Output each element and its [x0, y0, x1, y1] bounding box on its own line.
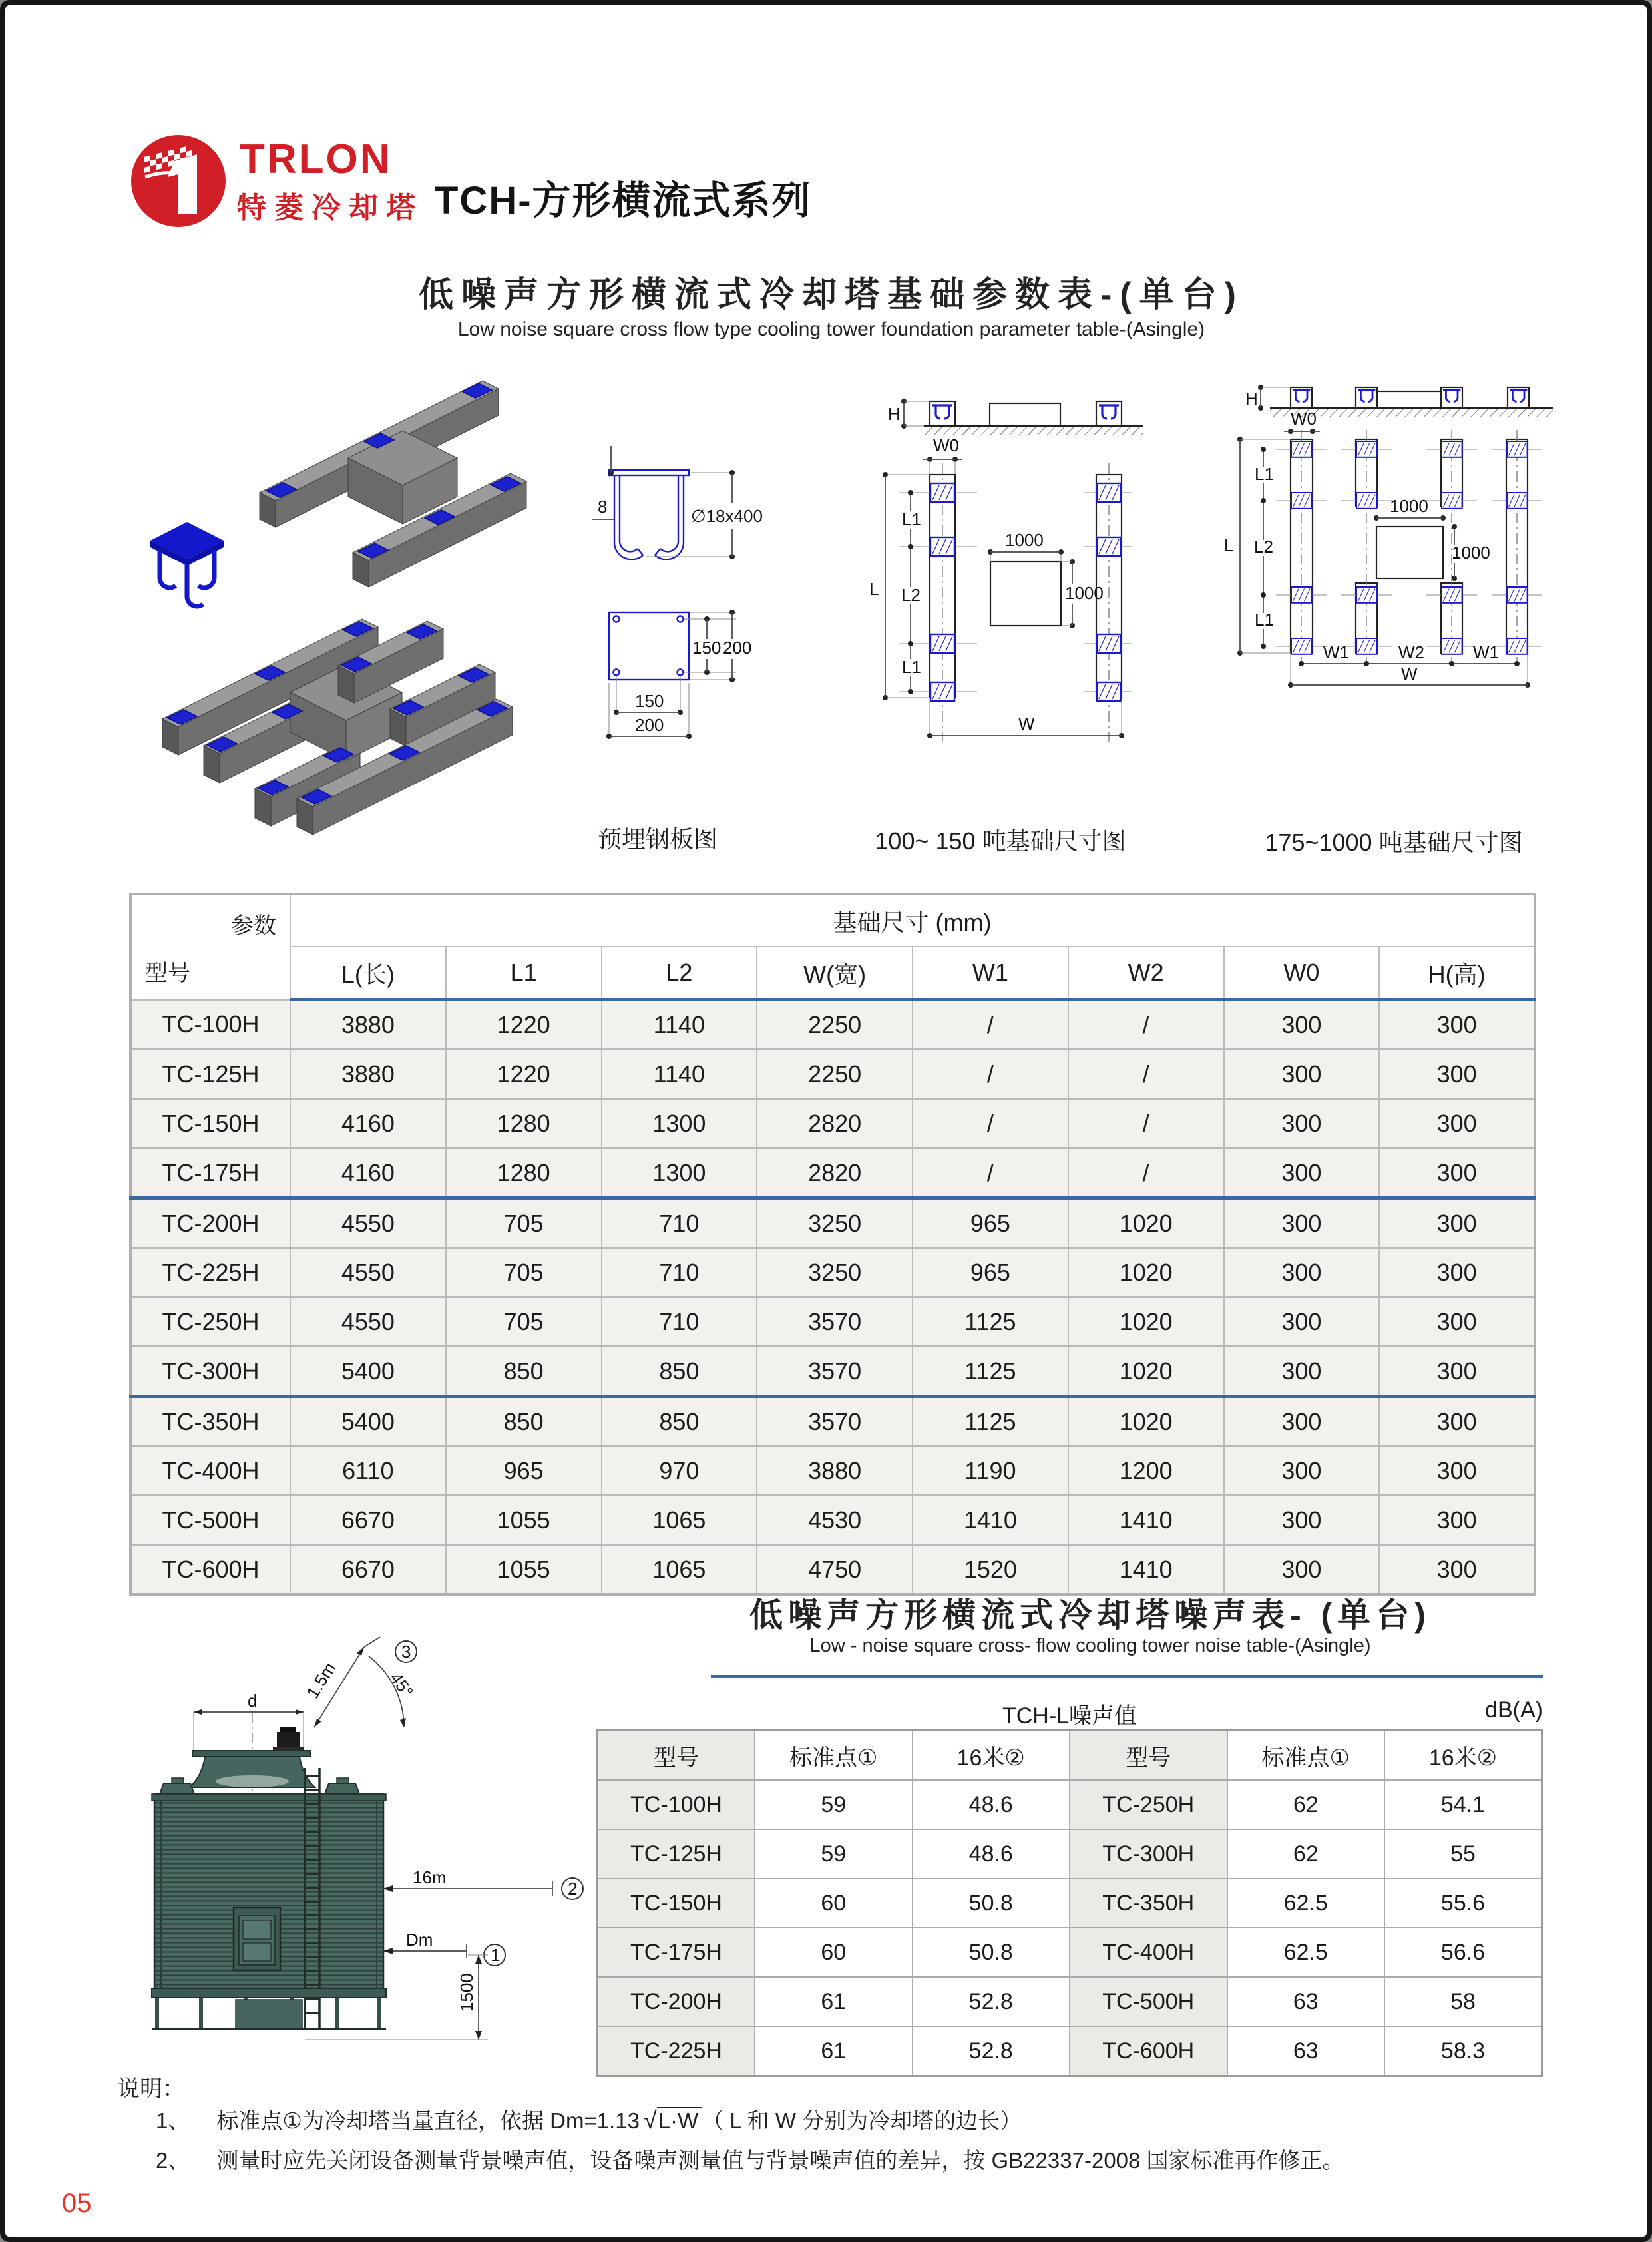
table-row: [130, 1347, 1535, 1397]
table-header-row: [130, 894, 1535, 947]
cell-model: TC-600H: [130, 1545, 290, 1595]
col-header: 型号: [598, 1731, 755, 1781]
table-row: [598, 1928, 1542, 1977]
point-1-label: 1: [491, 1945, 501, 1965]
cell-value: 300: [1379, 1000, 1535, 1050]
dim-label-l1: L1: [902, 509, 921, 529]
dim-label-l1: L1: [1255, 610, 1274, 630]
dim-label-1000: 1000: [1390, 496, 1428, 516]
cell-value: /: [913, 1099, 1068, 1148]
dim-label-w1: W1: [1473, 642, 1499, 662]
dim-label-l: L: [1224, 535, 1234, 555]
cell-value: /: [1068, 1148, 1224, 1198]
steel-plate-diagram: [591, 411, 857, 784]
cell-value: 59: [755, 1829, 913, 1879]
table-row: [130, 1297, 1535, 1347]
cell-value: 1410: [1068, 1496, 1224, 1545]
cell-value: 300: [1224, 1198, 1380, 1248]
cell-value: 3570: [757, 1397, 913, 1447]
dim-label-16m: 16m: [413, 1867, 447, 1887]
anchor-plate-icon: [150, 522, 224, 606]
cell-value: 300: [1224, 1000, 1380, 1050]
cell-value: 60: [755, 1879, 913, 1928]
cell-value: 1520: [913, 1545, 1068, 1595]
cell-value: 2820: [757, 1099, 913, 1148]
cell-value: 4550: [290, 1198, 446, 1248]
cell-model: TC-300H: [130, 1347, 290, 1397]
note-number: 1、: [156, 2108, 190, 2133]
dim-label-1500: 1500: [457, 1973, 477, 2012]
cell-value: 6670: [290, 1496, 446, 1545]
cell-model: TC-250H: [130, 1297, 290, 1347]
dim-label-h: H: [888, 404, 901, 424]
table-row: [130, 1545, 1535, 1595]
dim-label-1000: 1000: [1005, 530, 1044, 550]
col-header: 16米②: [1384, 1731, 1542, 1781]
group-header: 基础尺寸 (mm): [290, 894, 1535, 947]
cell-value: 2250: [757, 1000, 913, 1050]
cell-value: 63: [1227, 1977, 1385, 2026]
cell-value: 55.6: [1384, 1879, 1542, 1928]
table-row: [598, 2026, 1542, 2076]
cell-value: 2250: [757, 1050, 913, 1099]
cell-value: 1125: [913, 1297, 1068, 1347]
section2-title: 低噪声方形横流式冷却塔噪声表- (单台): [749, 1596, 1431, 1634]
cell-model: TC-200H: [598, 1977, 755, 2026]
dim-label-w0: W0: [933, 435, 959, 455]
cell-value: 3880: [290, 1000, 446, 1050]
dim-label-h: H: [1245, 389, 1258, 409]
dim-label-d: d: [248, 1691, 258, 1711]
note-item-1: [156, 2104, 1022, 2135]
cell-value: 3570: [757, 1347, 913, 1397]
cell-value: 300: [1379, 1545, 1535, 1595]
cell-value: 54.1: [1384, 1780, 1542, 1829]
cell-value: 1220: [446, 1000, 602, 1050]
col-header: L1: [446, 947, 602, 1000]
cell-model: TC-175H: [130, 1148, 290, 1198]
cell-value: 1190: [913, 1447, 1068, 1496]
table-row: [130, 1099, 1535, 1148]
dim-label-l: L: [869, 579, 879, 599]
noise-table-body: [598, 1780, 1542, 2076]
cell-value: 1280: [446, 1148, 602, 1198]
cell-value: 4550: [290, 1297, 446, 1347]
noise-unit-label: dB(A): [1485, 1697, 1543, 1723]
point-3-label: 3: [401, 1642, 411, 1662]
cell-value: 58: [1384, 1977, 1542, 2026]
cell-value: 1020: [1068, 1347, 1224, 1397]
cell-value: 705: [446, 1248, 602, 1297]
cell-value: 4750: [757, 1545, 913, 1595]
caption-100-150: 100~ 150 吨基础尺寸图: [875, 827, 1126, 855]
col-header: L(长): [290, 947, 446, 1000]
dim-label-w0: W0: [1291, 409, 1317, 429]
cell-value: 1410: [1068, 1545, 1224, 1595]
foundation-100-150-diagram: [857, 370, 1200, 836]
cell-value: 850: [446, 1347, 602, 1397]
col-header: L2: [602, 947, 757, 1000]
cell-value: 300: [1379, 1248, 1535, 1297]
cell-value: 1065: [602, 1545, 757, 1595]
cell-value: 61: [755, 2026, 913, 2076]
cell-value: 3250: [757, 1248, 913, 1297]
dim-label-w: W: [1018, 714, 1035, 734]
col-header: 16米②: [913, 1731, 1070, 1781]
isometric-foundation-diagram: [118, 373, 584, 839]
cell-model: TC-150H: [130, 1099, 290, 1148]
col-header: 标准点①: [755, 1731, 913, 1781]
cell-model: TC-225H: [130, 1248, 290, 1297]
cell-value: /: [1068, 1000, 1224, 1050]
cell-value: 300: [1224, 1447, 1380, 1496]
table-row: [130, 1397, 1535, 1447]
cell-model: TC-400H: [130, 1447, 290, 1496]
note-text: （ L 和 W 分别为冷却塔的边长）: [702, 2108, 1022, 2133]
cell-value: 1300: [602, 1148, 757, 1198]
cell-value: 1300: [602, 1099, 757, 1148]
cell-value: 965: [913, 1198, 1068, 1248]
table-row: [130, 1198, 1535, 1248]
cell-value: 710: [602, 1198, 757, 1248]
dim-label-200: 200: [723, 638, 752, 658]
cell-value: 1200: [1068, 1447, 1224, 1496]
cell-value: 300: [1224, 1099, 1380, 1148]
cell-value: 965: [913, 1248, 1068, 1297]
section1-subtitle: Low noise square cross flow type cooling tower foundation parameter table-(Asingle): [457, 318, 1205, 340]
cell-value: 300: [1379, 1347, 1535, 1397]
dim-label-1000: 1000: [1065, 583, 1104, 603]
cell-value: 3880: [290, 1050, 446, 1099]
foundation-175-1000-diagram: [1207, 370, 1559, 836]
col-header: W(宽): [757, 947, 913, 1000]
cell-value: 50.8: [913, 1879, 1070, 1928]
table-row: [598, 1977, 1542, 2026]
cell-value: 1065: [602, 1496, 757, 1545]
cell-value: 62: [1227, 1829, 1385, 1879]
table-row: [130, 1050, 1535, 1099]
cell-value: 300: [1224, 1545, 1380, 1595]
cell-value: 55: [1384, 1829, 1542, 1879]
table-row: [130, 1248, 1535, 1297]
cell-model: TC-350H: [130, 1397, 290, 1447]
cooling-tower-diagram: [105, 1590, 584, 2056]
cell-model: TC-150H: [598, 1879, 755, 1928]
cell-value: 1125: [913, 1347, 1068, 1397]
cell-value: 1020: [1068, 1297, 1224, 1347]
cell-value: 300: [1224, 1397, 1380, 1447]
note-text: 标准点①为冷却塔当量直径，依据 Dm=1.13: [216, 2108, 640, 2133]
dim-label-200: 200: [635, 715, 664, 735]
cell-model: TC-100H: [598, 1780, 755, 1829]
cell-value: 300: [1379, 1198, 1535, 1248]
dim-label-l2: L2: [901, 585, 921, 605]
table-row: [598, 1829, 1542, 1879]
table-row: [130, 1447, 1535, 1496]
cell-value: 1125: [913, 1397, 1068, 1447]
cell-value: 850: [446, 1397, 602, 1447]
dim-label-8: 8: [598, 497, 608, 517]
dim-label-1-5m: 1.5m: [302, 1658, 340, 1702]
cell-value: 48.6: [913, 1829, 1070, 1879]
col-header: W2: [1068, 947, 1224, 1000]
cell-value: 300: [1379, 1050, 1535, 1099]
corner-label-model: 型号: [145, 960, 190, 986]
cell-model: TC-250H: [1070, 1780, 1227, 1829]
cell-value: /: [913, 1000, 1068, 1050]
cell-value: 2820: [757, 1148, 913, 1198]
section2-divider: [711, 1675, 1543, 1678]
cell-value: 710: [602, 1248, 757, 1297]
cell-value: 1140: [602, 1050, 757, 1099]
cell-model: TC-125H: [598, 1829, 755, 1879]
dim-label-w1: W1: [1323, 642, 1349, 662]
corner-cell: [130, 894, 290, 1000]
cell-value: 300: [1224, 1050, 1380, 1099]
note-text: 测量时应先关闭设备测量背景噪声值，设备噪声测量值与背景噪声值的差异，按 GB22337-2008 国家标准再作修正。: [216, 2148, 1344, 2173]
cell-value: /: [1068, 1050, 1224, 1099]
brand-logo: [130, 133, 230, 232]
cell-model: TC-300H: [1070, 1829, 1227, 1879]
foundation-table-body: [130, 1000, 1535, 1595]
cell-value: 5400: [290, 1397, 446, 1447]
corner-label-param: 参数: [231, 913, 276, 939]
col-header: W0: [1224, 947, 1380, 1000]
cell-value: 4550: [290, 1248, 446, 1297]
table-row: [598, 1879, 1542, 1928]
col-header: W1: [913, 947, 1068, 1000]
cell-value: 300: [1224, 1496, 1380, 1545]
page-number: 05: [62, 2189, 92, 2218]
brand-name: TRLON: [240, 136, 392, 182]
dim-label-150: 150: [692, 638, 722, 658]
cell-value: 300: [1379, 1397, 1535, 1447]
cell-value: 1140: [602, 1000, 757, 1050]
cell-value: 1055: [446, 1496, 602, 1545]
notes-heading: 说明：: [117, 2076, 185, 2102]
dim-label-dm: Dm: [406, 1930, 433, 1950]
cell-value: 300: [1379, 1297, 1535, 1347]
cell-value: 1020: [1068, 1248, 1224, 1297]
dim-label-l2: L2: [1254, 537, 1273, 557]
note-item-2: [156, 2143, 1344, 2175]
cell-value: /: [913, 1050, 1068, 1099]
section2-subtitle: Low - noise square cross- flow cooling tower noise table-(Asingle): [809, 1635, 1371, 1656]
dim-label-w2: W2: [1398, 642, 1424, 662]
brand-name-cn: 特菱冷却塔: [237, 192, 423, 224]
cell-value: 60: [755, 1928, 913, 1977]
cell-model: TC-100H: [130, 1000, 290, 1050]
cell-value: 3880: [757, 1447, 913, 1496]
cell-model: TC-400H: [1070, 1928, 1227, 1977]
noise-header-row: [598, 1731, 1542, 1781]
sqrt-radicand: L·W: [657, 2107, 702, 2133]
point-2-label: 2: [568, 1879, 578, 1899]
cell-value: 62.5: [1227, 1879, 1385, 1928]
cell-value: 970: [602, 1447, 757, 1496]
cell-value: 56.6: [1384, 1928, 1542, 1977]
cell-value: 300: [1379, 1148, 1535, 1198]
cell-value: 63: [1227, 2026, 1385, 2076]
cell-value: 58.3: [1384, 2026, 1542, 2076]
cell-value: 3250: [757, 1198, 913, 1248]
cell-value: 850: [602, 1347, 757, 1397]
cell-value: 1055: [446, 1545, 602, 1595]
cell-value: 59: [755, 1780, 913, 1829]
cell-model: TC-175H: [598, 1928, 755, 1977]
table-row: [598, 1780, 1542, 1829]
dim-label-w: W: [1401, 664, 1418, 684]
col-header: H(高): [1379, 947, 1535, 1000]
cell-value: 4160: [290, 1099, 446, 1148]
cell-value: 300: [1379, 1496, 1535, 1545]
page-title: TCH-方形横流式系列: [435, 179, 812, 222]
cell-model: TC-600H: [1070, 2026, 1227, 2076]
cell-value: /: [1068, 1099, 1224, 1148]
cell-value: 50.8: [913, 1928, 1070, 1977]
cell-value: 62.5: [1227, 1928, 1385, 1977]
cell-model: TC-500H: [130, 1496, 290, 1545]
cell-value: 300: [1224, 1347, 1380, 1397]
caption-steel-plate: 预埋钢板图: [597, 825, 718, 853]
dim-label-1000: 1000: [1452, 543, 1490, 562]
cell-model: TC-350H: [1070, 1879, 1227, 1928]
cell-value: 3570: [757, 1297, 913, 1347]
cell-value: 705: [446, 1198, 602, 1248]
cell-value: 4160: [290, 1148, 446, 1198]
cell-value: 300: [1379, 1099, 1535, 1148]
cell-value: 1020: [1068, 1397, 1224, 1447]
col-header: 标准点①: [1227, 1731, 1385, 1781]
cell-value: 300: [1224, 1148, 1380, 1198]
cell-value: 4530: [757, 1496, 913, 1545]
dim-label-anchor: ∅18x400: [691, 506, 763, 526]
table-row: [130, 1148, 1535, 1198]
cell-value: 705: [446, 1297, 602, 1347]
dim-label-150: 150: [635, 691, 664, 711]
cell-model: TC-225H: [598, 2026, 755, 2076]
table-columns-row: [130, 947, 1535, 1000]
cell-value: 1410: [913, 1496, 1068, 1545]
cell-value: 1280: [446, 1099, 602, 1148]
cell-value: 300: [1224, 1297, 1380, 1347]
cell-value: 52.8: [913, 1977, 1070, 2026]
cell-value: 710: [602, 1297, 757, 1347]
dim-label-l1: L1: [902, 657, 921, 677]
section1-title: 低噪声方形横流式冷却塔基础参数表-(单台): [419, 276, 1244, 314]
cell-value: /: [913, 1148, 1068, 1198]
noise-table-label: TCH-L噪声值: [1002, 1703, 1137, 1729]
tower-body: [152, 1727, 386, 2029]
dim-label-l1: L1: [1255, 464, 1274, 484]
cell-value: 1220: [446, 1050, 602, 1099]
sqrt-sign: √: [643, 2106, 657, 2133]
cell-value: 300: [1224, 1248, 1380, 1297]
cell-value: 1020: [1068, 1198, 1224, 1248]
cell-value: 52.8: [913, 2026, 1070, 2076]
cell-value: 48.6: [913, 1780, 1070, 1829]
cell-value: 62: [1227, 1780, 1385, 1829]
cell-value: 850: [602, 1397, 757, 1447]
col-header: 型号: [1070, 1731, 1227, 1781]
dim-label-45deg: 45°: [385, 1668, 417, 1701]
cell-value: 6670: [290, 1545, 446, 1595]
cell-model: TC-200H: [130, 1198, 290, 1248]
cell-value: 6110: [290, 1447, 446, 1496]
cell-model: TC-125H: [130, 1050, 290, 1099]
caption-175-1000: 175~1000 吨基础尺寸图: [1265, 829, 1523, 856]
cell-value: 61: [755, 1977, 913, 2026]
foundation-table: [129, 893, 1536, 1596]
cell-value: 300: [1379, 1447, 1535, 1496]
cell-model: TC-500H: [1070, 1977, 1227, 2026]
table-row: [130, 1496, 1535, 1545]
noise-table: [596, 1729, 1543, 2077]
table-row: [130, 1000, 1535, 1050]
cell-value: 965: [446, 1447, 602, 1496]
cell-value: 5400: [290, 1347, 446, 1397]
note-number: 2、: [156, 2148, 190, 2173]
